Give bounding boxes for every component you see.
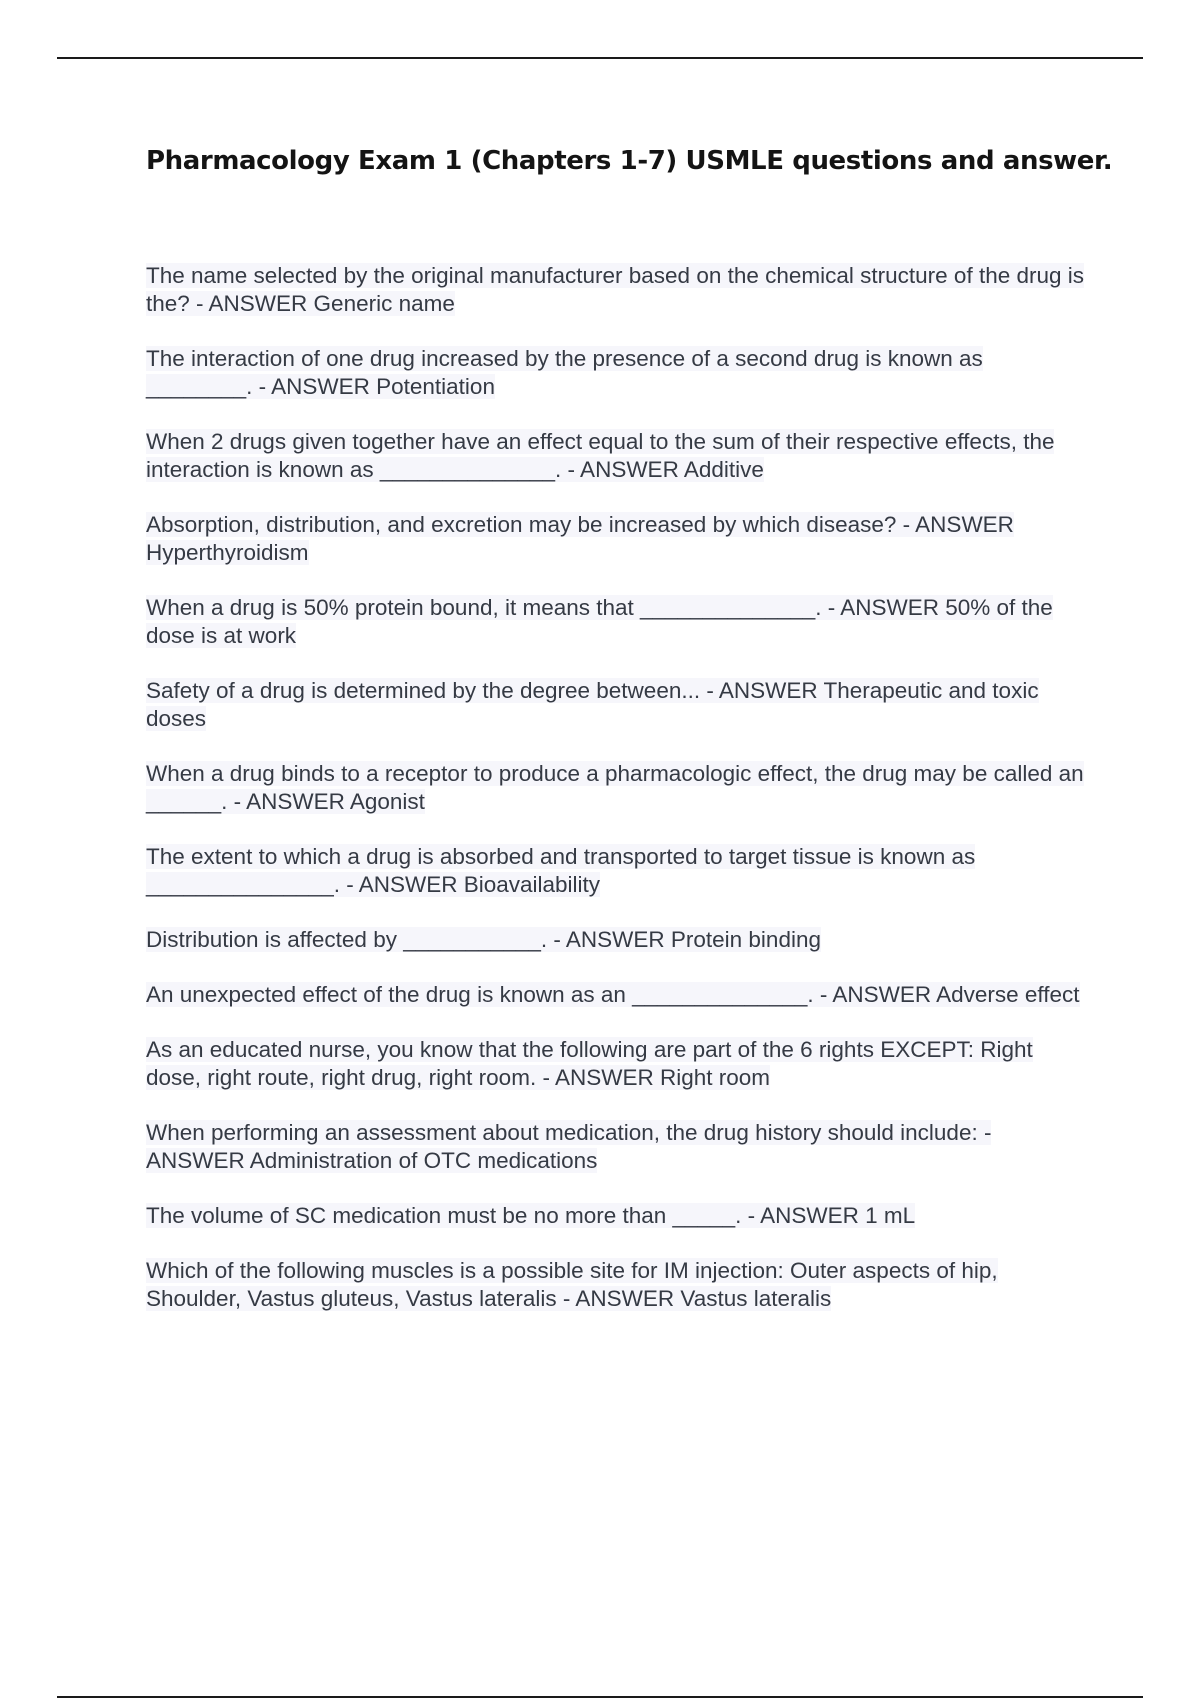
qa-text: When performing an assessment about medication, the drug history should include: - ANSWER Administration of OTC medications xyxy=(146,1120,992,1173)
footer-rule xyxy=(57,1696,1143,1698)
qa-text: When 2 drugs given together have an effect equal to the sum of their respective effects, the interaction is known as ______________. - ANSWER Additive xyxy=(146,429,1055,482)
qa-item xyxy=(146,262,1086,318)
document-title: Pharmacology Exam 1 (Chapters 1-7) USMLE questions and answer. xyxy=(146,146,1113,176)
qa-item xyxy=(146,677,1086,733)
qa-item xyxy=(146,511,1086,567)
qa-text: The interaction of one drug increased by the presence of a second drug is known as ________. - ANSWER Potentiation xyxy=(146,346,983,399)
header-rule xyxy=(57,57,1143,59)
qa-item xyxy=(146,345,1086,401)
qa-item xyxy=(146,594,1086,650)
qa-text: Which of the following muscles is a possible site for IM injection: Outer aspects of hip, Shoulder, Vastus gluteus, Vastus lateralis - ANSWER Vastus lateralis xyxy=(146,1258,998,1311)
qa-text: Distribution is affected by ___________. - ANSWER Protein binding xyxy=(146,927,821,952)
qa-item xyxy=(146,1119,1086,1175)
qa-list xyxy=(146,262,1086,1340)
qa-text: The name selected by the original manufacturer based on the chemical structure of the drug is the? - ANSWER Generic name xyxy=(146,263,1085,316)
qa-text: An unexpected effect of the drug is known as an ______________. - ANSWER Adverse effect xyxy=(146,982,1080,1007)
qa-item xyxy=(146,428,1086,484)
qa-text: As an educated nurse, you know that the following are part of the 6 rights EXCEPT: Right dose, right route, right drug, right room. - ANSWER Right room xyxy=(146,1037,1033,1090)
qa-text: When a drug binds to a receptor to produce a pharmacologic effect, the drug may be called an ______. - ANSWER Agonist xyxy=(146,761,1084,814)
qa-text: When a drug is 50% protein bound, it means that ______________. - ANSWER 50% of the dose is at work xyxy=(146,595,1053,648)
qa-item xyxy=(146,760,1086,816)
qa-item xyxy=(146,1202,1086,1230)
qa-text: The volume of SC medication must be no more than _____. - ANSWER 1 mL xyxy=(146,1203,916,1228)
qa-item xyxy=(146,981,1086,1009)
qa-item xyxy=(146,1257,1086,1313)
qa-text: The extent to which a drug is absorbed and transported to target tissue is known as _______________. - ANSWER Bioavailability xyxy=(146,844,976,897)
qa-item xyxy=(146,843,1086,899)
qa-item xyxy=(146,1036,1086,1092)
qa-text: Safety of a drug is determined by the degree between... - ANSWER Therapeutic and toxic doses xyxy=(146,678,1039,731)
qa-item xyxy=(146,926,1086,954)
qa-text: Absorption, distribution, and excretion may be increased by which disease? - ANSWER Hyperthyroidism xyxy=(146,512,1014,565)
